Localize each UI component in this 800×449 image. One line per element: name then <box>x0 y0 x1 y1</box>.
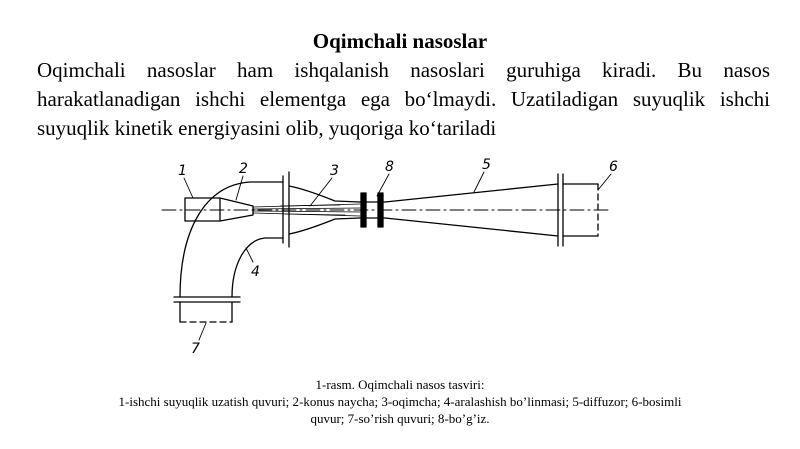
caption-line-2: 1-ishchi suyuqlik uzatish quvuri; 2-konus naycha; 3-oqimcha; 4-aralashish bo’linmasi; 5-diffuzor; 6-bosimli <box>118 394 682 409</box>
label-2: 2 <box>239 161 248 177</box>
figure-caption <box>40 376 760 427</box>
label-7: 7 <box>191 341 200 357</box>
label-6: 6 <box>609 159 618 175</box>
label-4: 4 <box>251 264 260 280</box>
mixing-chamber <box>180 172 360 297</box>
jet-pump-diagram <box>150 150 630 365</box>
cone-nozzle <box>220 198 253 221</box>
label-5: 5 <box>482 157 491 173</box>
label-3: 3 <box>330 163 339 179</box>
caption-line-1: 1-rasm. Oqimchali nasos tasviri: <box>315 377 485 392</box>
page-title: Oqimchali nasoslar <box>312 29 488 53</box>
body-paragraph: Oqimchali nasoslar ham ishqalanish nasoslari guruhiga kiradi. Bu nasos harakatlanadigan ishchi elementga ega bo‘lmaydi. Uzatiladigan suyuqlik ishchi suyuqlik kinetik energiyasini olib, yuqoriga ko‘tariladi <box>37 58 770 140</box>
label-8: 8 <box>385 159 394 175</box>
label-1: 1 <box>178 163 187 179</box>
caption-line-3: quvur; 7-so’rish quvuri; 8-bo’g’iz. <box>310 411 490 426</box>
suction-pipe <box>174 297 240 322</box>
leader-lines <box>184 172 611 340</box>
